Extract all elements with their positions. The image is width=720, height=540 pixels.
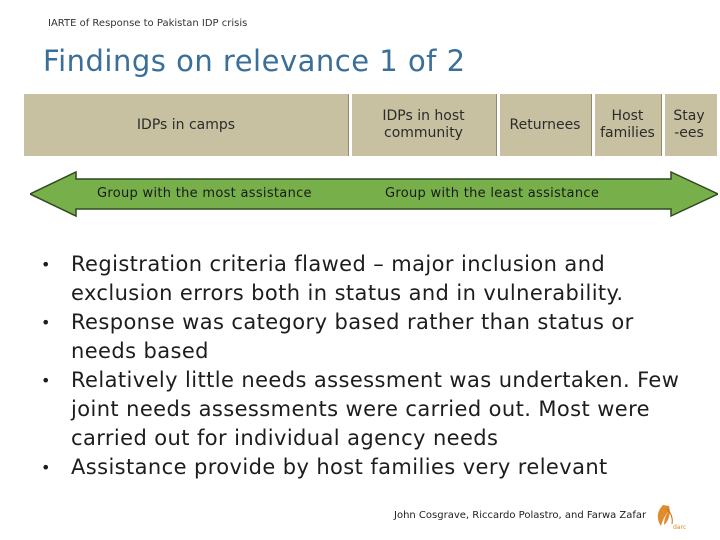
category-host-families [594,94,661,156]
darc-logo-icon [653,503,689,531]
bullet-icon: • [41,255,51,274]
list-item-text: Response was category based rather than status or needs based [71,310,634,363]
category-stay-ees [664,94,714,156]
list-item [40,250,700,308]
list-item [40,308,700,366]
category-idps-in-host-community [351,94,496,156]
category-idps-in-camps: IDPs in camps [136,116,236,133]
list-item-text: Assistance provide by host families very relevant [71,455,608,479]
bullet-icon: • [41,313,51,332]
bullet-icon: • [41,371,51,390]
category-idps-in-host-community-label: IDPs in host community [382,108,465,141]
bullet-icon: • [41,458,51,477]
list-item [40,366,700,453]
category-bar [24,94,717,156]
header-note: IARTE of Response to Pakistan IDP crisis [48,18,248,29]
logo-text: darc [673,524,687,531]
arrow-left-label: Group with the most assistance [97,186,312,201]
category-host-families-label: Host families [600,108,655,141]
findings-list [40,250,700,482]
list-item-text: Registration criteria flawed – major inclusion and exclusion errors both in status and in vulnerability. [71,252,624,305]
assistance-arrow [30,170,718,218]
list-item [40,453,700,482]
list-item-text: Relatively little needs assessment was undertaken. Few joint needs assessments were carried out. Most were carried out for individual agency needs [71,368,680,450]
footer-credit: John Cosgrave, Riccardo Polastro, and Farwa Zafar [394,510,647,521]
category-returnees: Returnees [499,94,591,156]
slide-title: Findings on relevance 1 of 2 [43,44,466,78]
category-stay-ees-label: Stay -ees [673,108,705,141]
arrow-right-label: Group with the least assistance [385,186,600,201]
